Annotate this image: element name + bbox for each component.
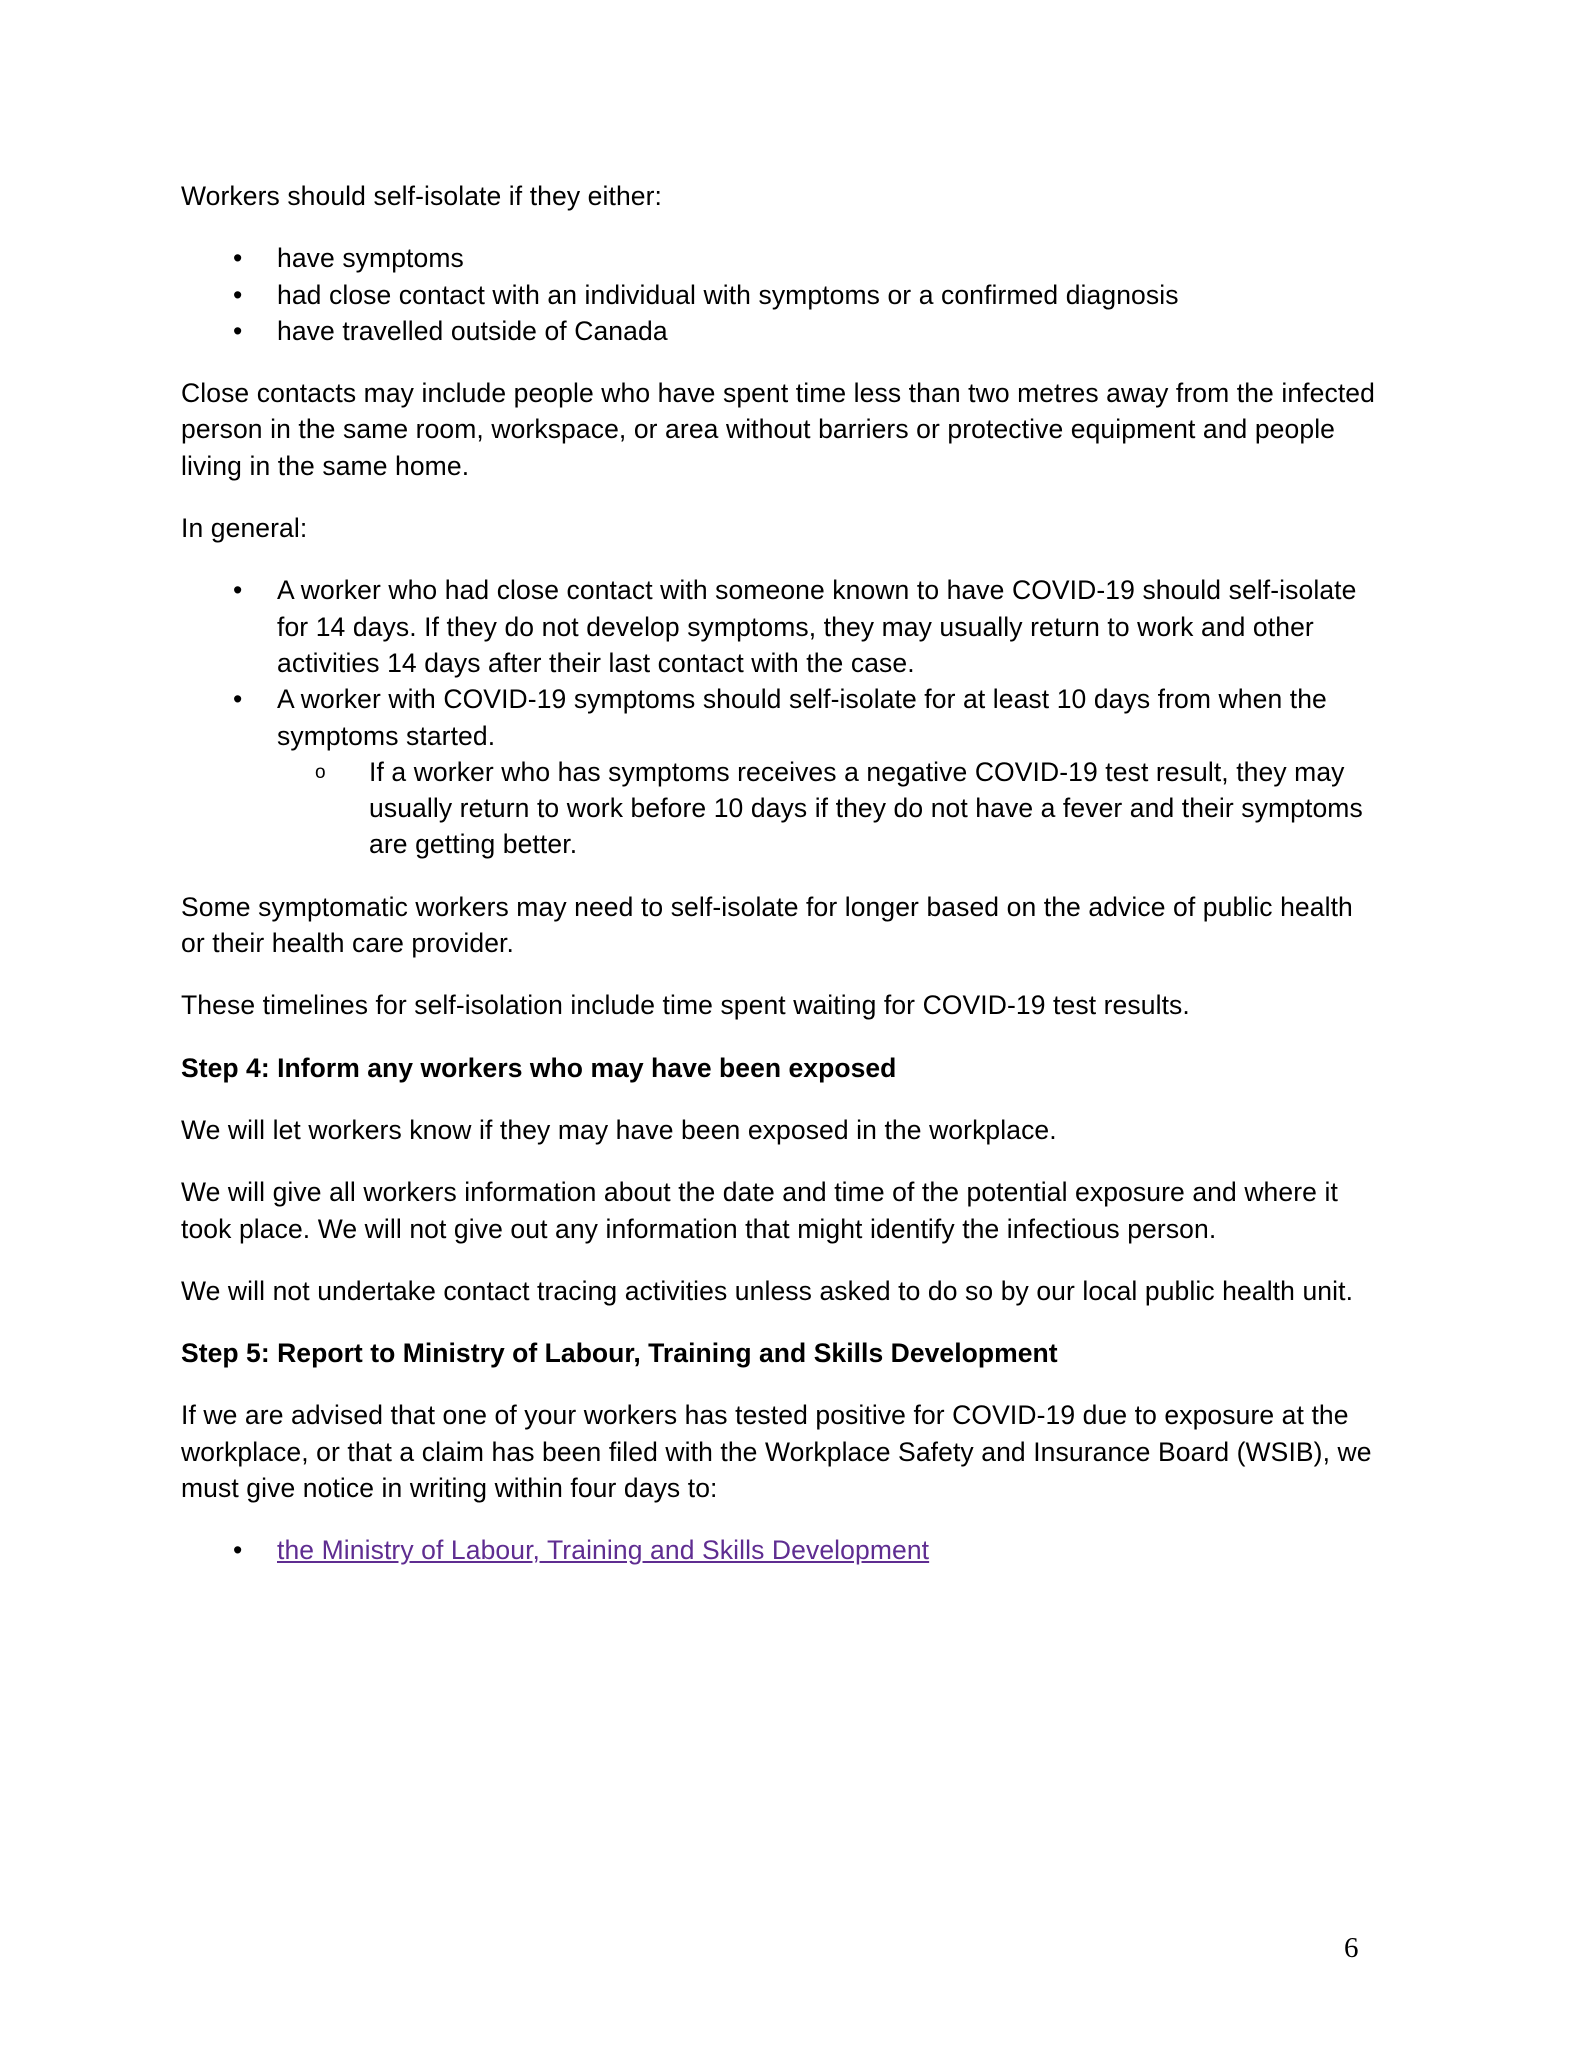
list-item <box>181 572 1384 681</box>
bullet-icon: • <box>233 279 243 310</box>
list-item-text: have travelled outside of Canada <box>277 315 668 346</box>
bullet-icon: • <box>233 575 243 606</box>
general-guidance-list <box>181 572 1384 862</box>
step-4-notify-workers: We will let workers know if they may have been exposed in the workplace. <box>181 1114 1057 1145</box>
bullet-icon: • <box>233 684 243 715</box>
list-item <box>181 681 1384 862</box>
step-4-contact-tracing: We will not undertake contact tracing activities unless asked to do so by our local public health unit. <box>181 1275 1354 1306</box>
document-body <box>181 178 1384 1595</box>
general-guidance-sublist <box>277 754 1384 863</box>
page-number: 6 <box>1344 1932 1359 1964</box>
bullet-icon: • <box>233 315 243 346</box>
self-isolate-conditions-list <box>181 240 1384 349</box>
ministry-of-labour-link[interactable]: the Ministry of Labour, Training and Skills Development <box>277 1535 930 1566</box>
list-item-text: had close contact with an individual with symptoms or a confirmed diagnosis <box>277 279 1179 310</box>
list-item <box>181 277 1384 313</box>
list-item-text: have symptoms <box>277 243 464 274</box>
circle-bullet-icon: o <box>315 761 326 783</box>
close-contacts-definition: Close contacts may include people who have spent time less than two metres away from the infected person in the same room, workspace, or area without barriers or protective equipment and people living in the same home. <box>181 378 1375 481</box>
step-4-heading: Step 4: Inform any workers who may have been exposed <box>181 1052 897 1083</box>
longer-isolation-advice: Some symptomatic workers may need to self-isolate for longer based on the advice of public health or their health care provider. <box>181 891 1353 959</box>
sub-list-item <box>277 754 1384 863</box>
list-item-text: A worker who had close contact with someone known to have COVID-19 should self-isolate for 14 days. If they do not develop symptoms, they may usually return to work and other activities 14 days after their last contact with the case. <box>277 575 1357 678</box>
sub-list-item-text: If a worker who has symptoms receives a negative COVID-19 test result, they may usually return to work before 10 days if they do not have a fever and their symptoms are getting better. <box>369 756 1363 860</box>
list-item-text: A worker with COVID-19 symptoms should self-isolate for at least 10 days from when the symptoms started. <box>277 684 1327 751</box>
report-recipients-list <box>181 1532 1384 1568</box>
step-5-notice-requirement: If we are advised that one of your workers has tested positive for COVID-19 due to exposure at the workplace, or that a claim has been filed with the Workplace Safety and Insurance Board (WSIB), we must give notice in writing within four days to: <box>181 1400 1372 1504</box>
in-general-lead-in: In general: <box>181 513 308 544</box>
list-item <box>181 1532 1384 1568</box>
intro-self-isolate: Workers should self-isolate if they either: <box>181 181 663 211</box>
step-4-exposure-details: We will give all workers information about the date and time of the potential exposure and where it took place. We will not give out any information that might identify the infectious person. <box>181 1177 1338 1244</box>
timelines-include-waiting: These timelines for self-isolation include time spent waiting for COVID-19 test results. <box>181 990 1190 1021</box>
bullet-icon: • <box>233 243 243 274</box>
list-item <box>181 313 1384 349</box>
bullet-icon: • <box>233 1535 243 1566</box>
step-5-heading: Step 5: Report to Ministry of Labour, Training and Skills Development <box>181 1338 1058 1369</box>
list-item <box>181 240 1384 276</box>
